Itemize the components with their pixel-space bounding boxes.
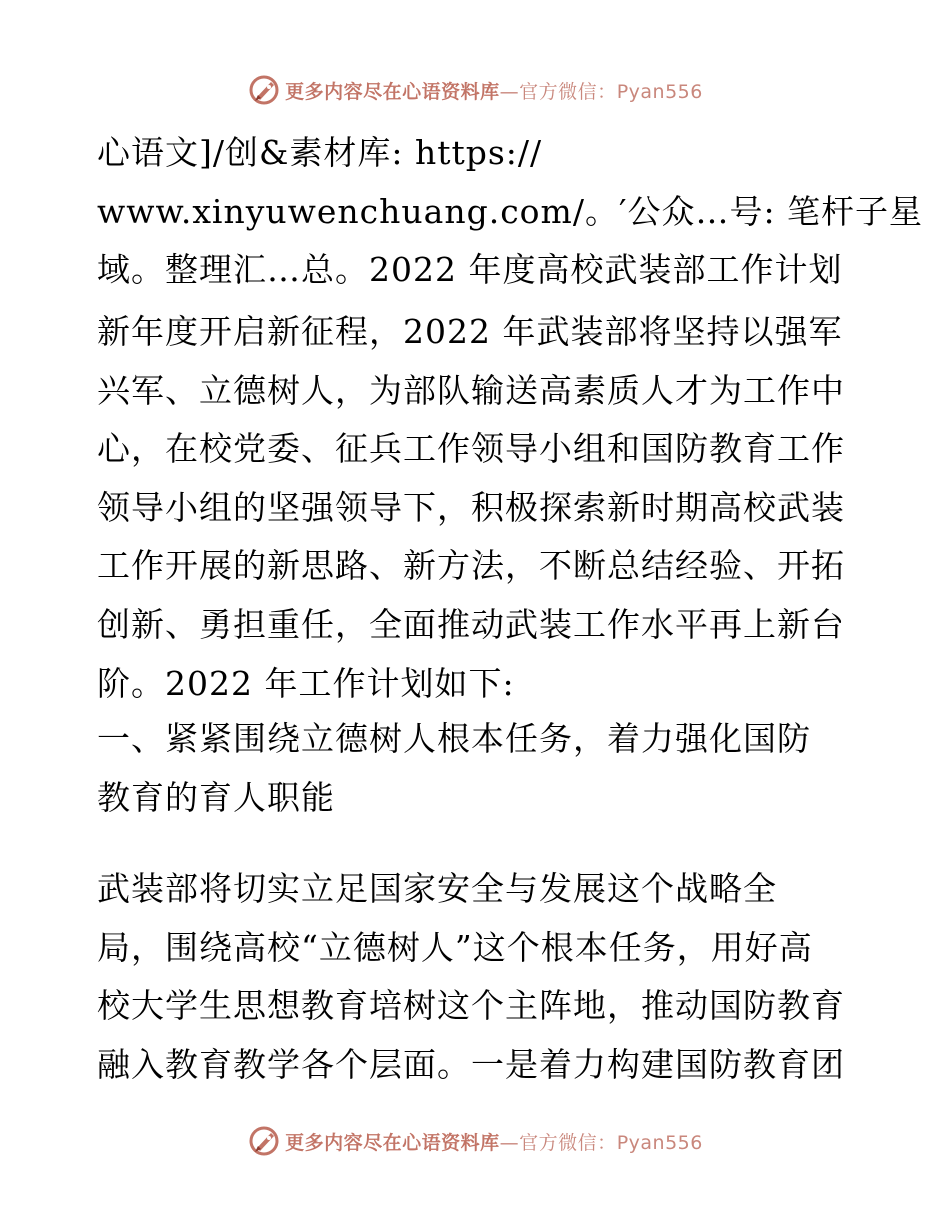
watermark-dash: — [499, 1131, 520, 1154]
text-line: 教育的育人职能 [97, 777, 335, 817]
header-watermark-banner [0, 70, 950, 110]
text-line: 校大学生思想教育培树这个主阵地，推动国防教育 [97, 986, 845, 1026]
watermark-text [285, 1128, 703, 1155]
watermark-official-wechat: 官方微信： [519, 80, 617, 103]
text-line: 领导小组的坚强领导下，积极探索新时期高校武装 [97, 487, 845, 527]
text-line: 新年度开启新征程，2022 年武装部将坚持以强军 [97, 312, 843, 351]
text-line: 融入教育教学各个层面。一是着力构建国防教育团 [97, 1044, 845, 1084]
section-heading-1 [97, 710, 852, 827]
watermark-dash: — [499, 80, 520, 103]
text-line: 兴军、立德树人，为部队输送高素质人才为工作中 [97, 370, 845, 410]
text-line: 心，在校党委、征兵工作领导小组和国防教育工作 [97, 429, 845, 469]
watermark-text [285, 77, 703, 104]
footer-watermark-banner [0, 1121, 950, 1161]
paragraph-section-1-body [97, 860, 852, 1094]
text-line: 武装部将切实立足国家安全与发展这个战略全 [97, 869, 777, 908]
quill-pen-logo-icon [247, 1124, 281, 1158]
paragraph-intro [97, 124, 924, 300]
text-line: www.xinyuwenchuang.com/。′公众…号: 笔杆子星 [97, 191, 924, 231]
text-line: 域。整理汇…总。2022 年度高校武装部工作计划 [97, 250, 843, 290]
text-line: 一、紧紧围绕立德树人根本任务，着力强化国防 [97, 719, 811, 758]
paragraph-overview [97, 303, 852, 713]
quill-pen-logo-icon [247, 73, 281, 107]
watermark-official-wechat: 官方微信： [519, 1131, 617, 1154]
text-line: 局，围绕高校“立德树人”这个根本任务，用好高 [97, 927, 813, 967]
watermark-wechat-id: Pyan556 [616, 80, 703, 103]
text-line: 创新、勇担重任，全面推动武装工作水平再上新台 [97, 604, 845, 644]
text-line: 工作开展的新思路、新方法，不断总结经验、开拓 [97, 546, 845, 586]
watermark-lead: 更多内容尽在心语资料库 [285, 1131, 500, 1154]
watermark-wechat-id: Pyan556 [616, 1131, 703, 1154]
text-line: 心语文]/创&素材库: https:// [97, 133, 543, 172]
watermark-lead: 更多内容尽在心语资料库 [285, 80, 500, 103]
text-line: 阶。2022 年工作计划如下: [97, 663, 515, 703]
